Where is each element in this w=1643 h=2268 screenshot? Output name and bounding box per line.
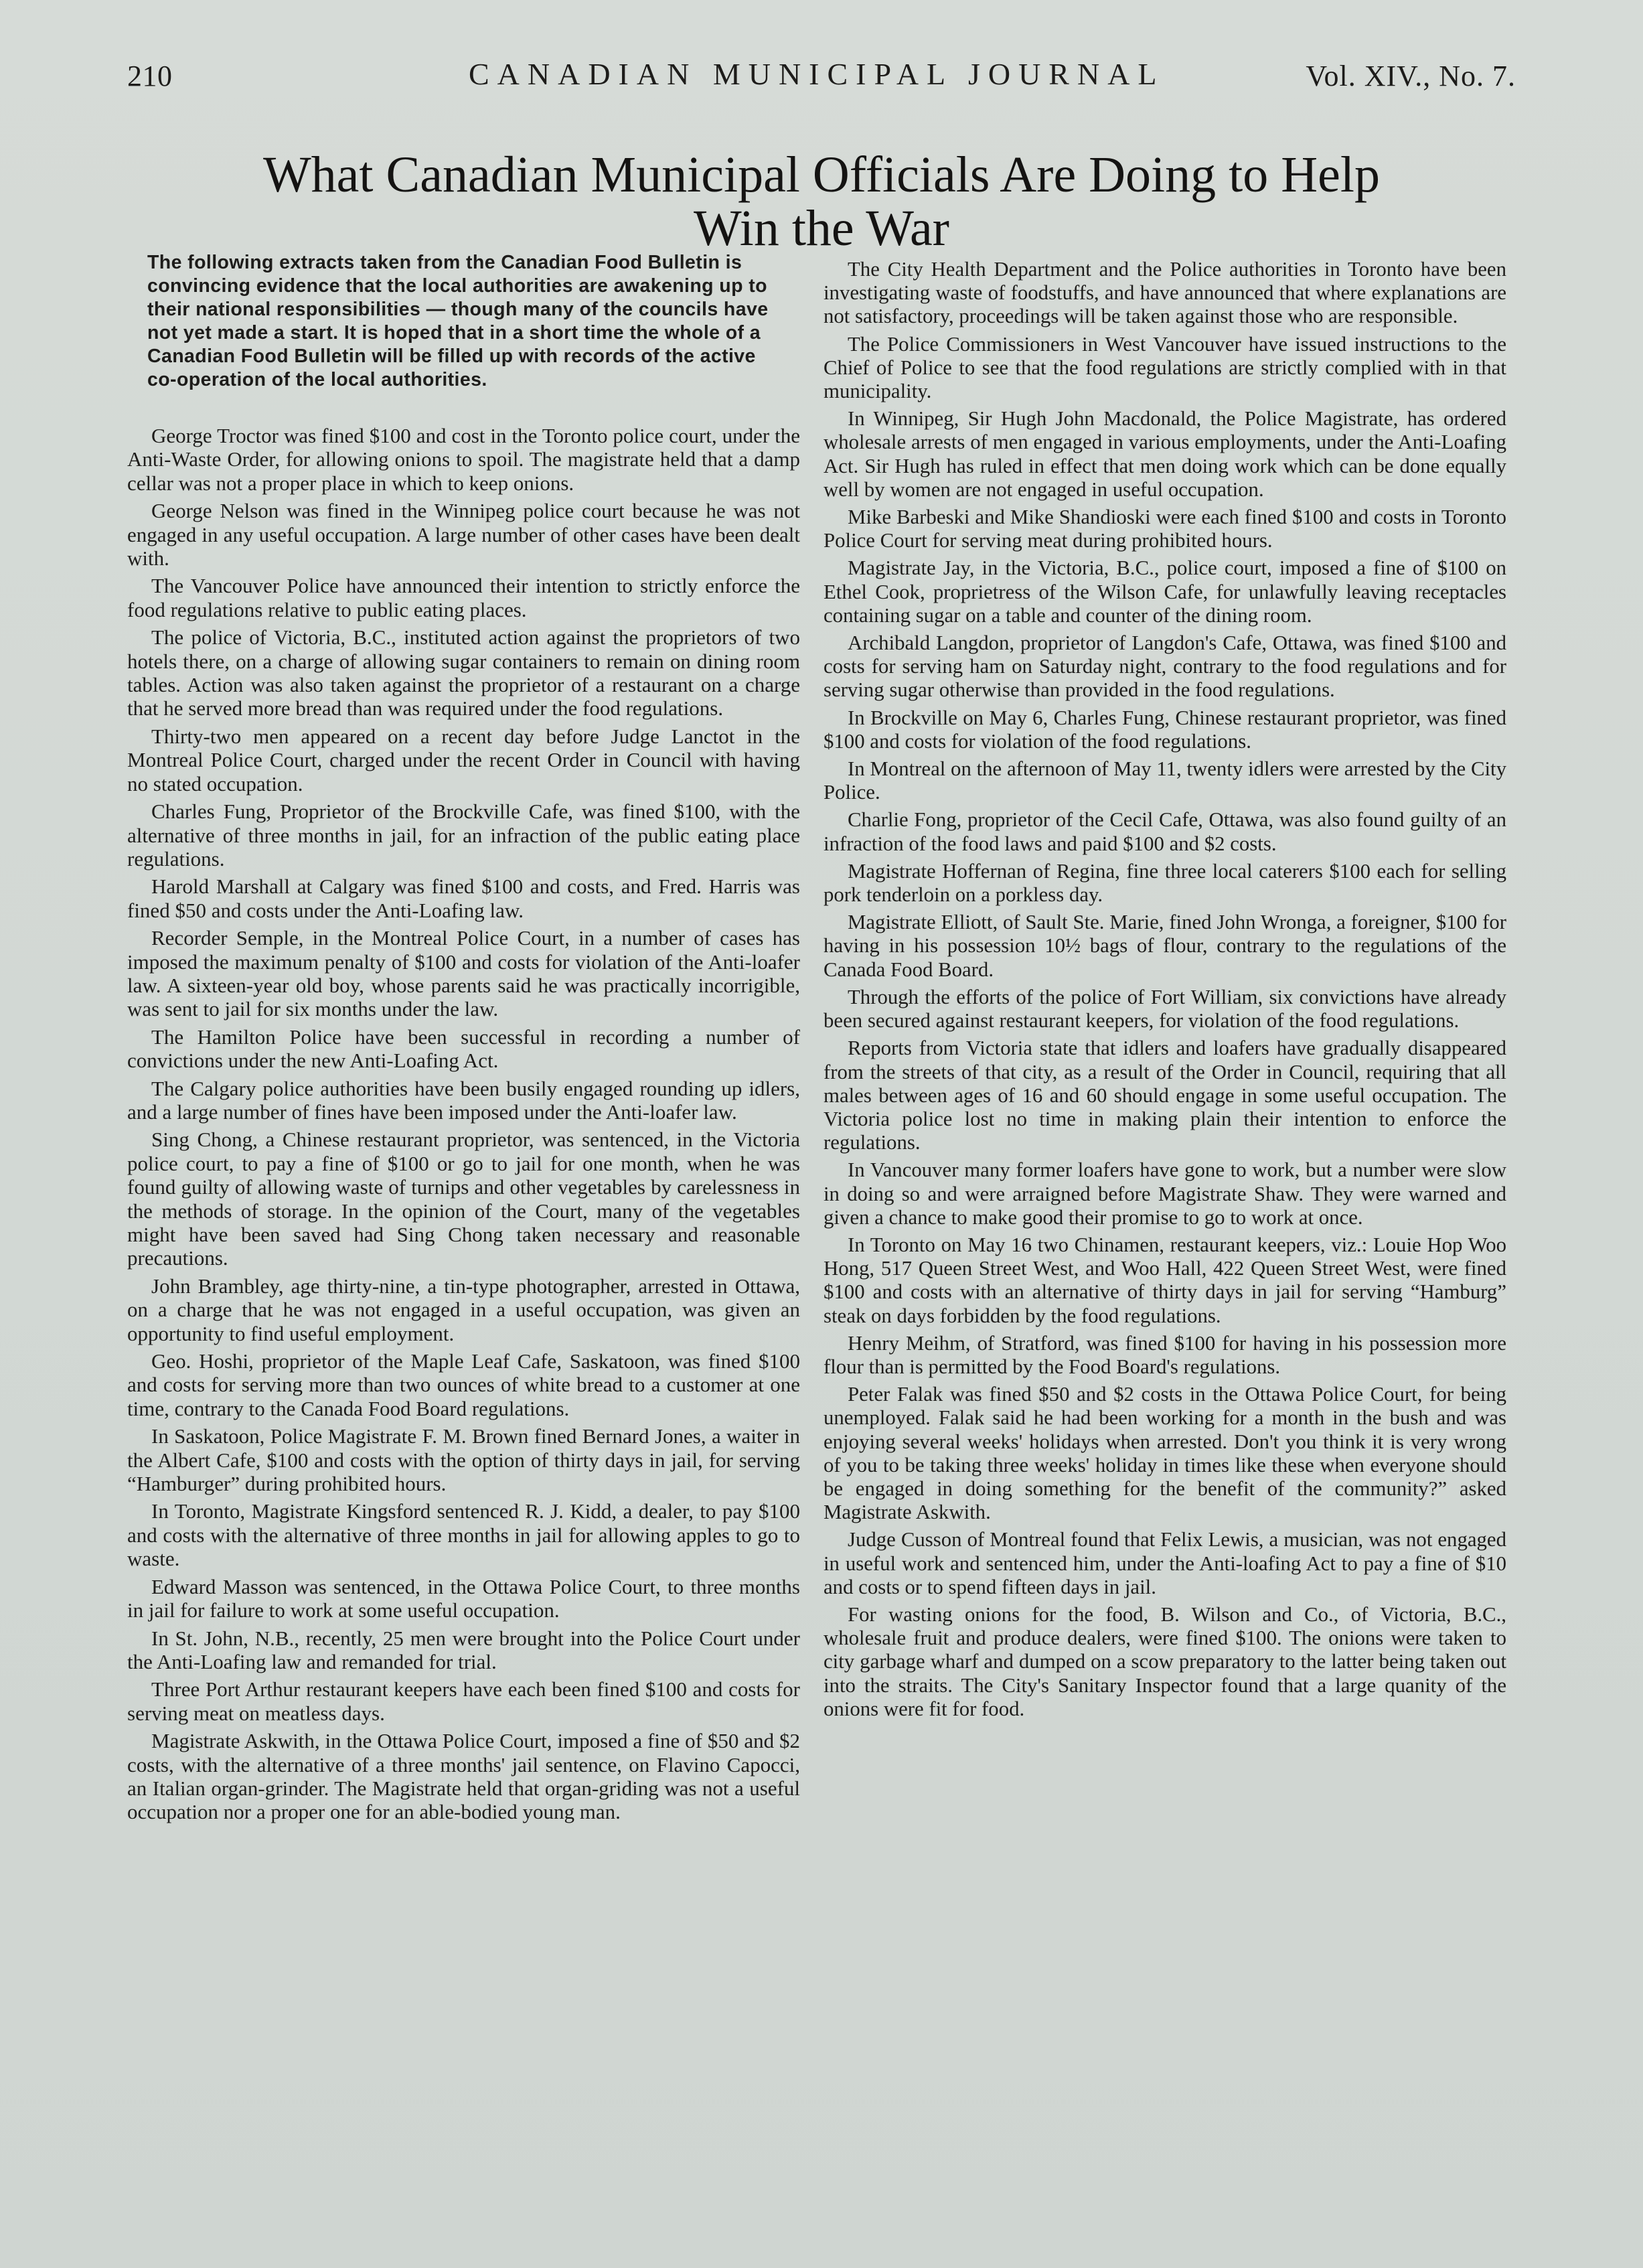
news-item: Magistrate Elliott, of Sault Ste. Marie, fined John Wronga, a foreigner, $100 for having in his possession 10½ bags of flour, contrary to the regulations of the Canada Food Board. (824, 911, 1506, 981)
news-item: In Saskatoon, Police Magistrate F. M. Brown fined Bernard Jones, a waiter in the Albert Cafe, $100 and costs with the option of thirty days in jail, for serving “Hamburger” during prohibited hours. (127, 1424, 800, 1496)
news-item: Edward Masson was sentenced, in the Ottawa Police Court, to three months in jail for failure to work at some useful occupation. (127, 1574, 800, 1622)
news-item: Peter Falak was fined $50 and $2 costs in the Ottawa Police Court, for being unemployed. Falak said he had been working for a month in the bush and was enjoying several weeks' holidays when arrested. Don't you think it is very wrong of you to be taking three weeks' holiday in times like these when everyone should be engaged in doing something for the benefit of the community?” asked Magistrate Askwith. (824, 1383, 1506, 1524)
headline-line-1: What Canadian Municipal Officials Are Doing to Help (262, 146, 1381, 203)
news-item: Magistrate Askwith, in the Ottawa Police Court, imposed a fine of $50 and $2 costs, with the alternative of a three months' jail sentence, on Flavino Capocci, an Italian organ-grinder. The Magistrate held that organ-griding was not a useful occupation nor a proper one for an able-bodied young man. (127, 1729, 800, 1824)
intro-paragraph: The following extracts taken from the Canadian Food Bulletin is convincing evidence that the local authorities are awakening up to their national responsibilities — though many of the councils have not yet made a start. It is hoped that in a short time the whole of a Canadian Food Bulletin will be filled up with records of the active co-operation of the local authorities. (147, 252, 769, 390)
news-item: Through the efforts of the police of Fort William, six convictions have already been secured against restaurant keepers, for violation of the food regulations. (824, 985, 1506, 1033)
news-item: Sing Chong, a Chinese restaurant proprietor, was sentenced, in the Victoria police court, to pay a fine of $100 or go to jail for one month, when he was found guilty of allowing waste of turnips and other vegetables by carelessness in the methods of storage. In the opinion of the Court, many of the vegetables might have been saved had Sing Chong taken necessary and reasonable precautions. (127, 1128, 800, 1270)
left-column (127, 251, 800, 1828)
headline-line-2: Win the War (694, 200, 949, 256)
news-item: George Troctor was fined $100 and cost in the Toronto police court, under the Anti-Waste Order, for allowing onions to spoil. The magistrate held that a damp cellar was not a proper place in which to keep onions. (127, 424, 800, 495)
news-item: Judge Cusson of Montreal found that Felix Lewis, a musician, was not engaged in useful work and sentenced him, under the Anti-loafing Act to pay a fine of $10 and costs or to spend fifteen days in jail. (824, 1528, 1506, 1598)
news-item: Magistrate Jay, in the Victoria, B.C., police court, imposed a fine of $100 on Ethel Cook, proprietress of the Wilson Cafe, for unlawfully leaving receptacles containing sugar on a table and counter of the dining room. (824, 556, 1506, 627)
article-headline (201, 148, 1442, 255)
news-item: In Toronto on May 16 two Chinamen, restaurant keepers, viz.: Louie Hop Woo Hong, 517 Queen Street West, and Woo Hall, 422 Queen Street West, were fined $100 and costs with an alternative of thirty days in jail for serving “Hamburg” steak on days forbidden by the food regulations. (824, 1233, 1506, 1327)
news-item: George Nelson was fined in the Winnipeg police court because he was not engaged in any useful occupation. A large number of other cases have been dealt with. (127, 499, 800, 571)
news-item: The police of Victoria, B.C., instituted action against the proprietors of two hotels there, on a charge of allowing sugar containers to remain on dining room tables. Action was also taken against the proprietor of a restaurant on a charge that he served more bread than was required under the food regulations. (127, 625, 800, 721)
news-item: Archibald Langdon, proprietor of Langdon's Cafe, Ottawa, was fined $100 and costs for serving ham on Saturday night, contrary to the food regulations and for serving sugar otherwise than provided in the food regulations. (824, 631, 1506, 702)
news-item: Mike Barbeski and Mike Shandioski were each fined $100 and costs in Toronto Police Court for serving meat during prohibited hours. (824, 506, 1506, 552)
news-item: John Brambley, age thirty-nine, a tin-type photographer, arrested in Ottawa, on a charge that he was not engaged in a useful occupation, was given an opportunity to find useful employment. (127, 1274, 800, 1345)
news-item: In Winnipeg, Sir Hugh John Macdonald, the Police Magistrate, has ordered wholesale arrests of men engaged in various employments, under the Anti-Loafing Act. Sir Hugh has ruled in effect that men doing work which can be done equally well by women are not engaged in useful occupation. (824, 407, 1506, 501)
news-item: In Vancouver many former loafers have gone to work, but a number were slow in doing so and were arraigned before Magistrate Shaw. They were warned and given a chance to make good their promise to go to work at once. (824, 1158, 1506, 1229)
news-item: Charlie Fong, proprietor of the Cecil Cafe, Ottawa, was also found guilty of an infraction of the food laws and paid $100 and $2 costs. (824, 808, 1506, 855)
page-number: 210 (127, 60, 173, 92)
news-item: Three Port Arthur restaurant keepers have each been fined $100 and costs for serving meat on meatless days. (127, 1677, 800, 1725)
news-item: Henry Meihm, of Stratford, was fined $100 for having in his possession more flour than is permitted by the Food Board's regulations. (824, 1331, 1506, 1378)
news-item: Reports from Victoria state that idlers and loafers have gradually disappeared from the streets of that city, as a result of the Order in Council, requiring that all males between ages of 16 and 60 should engage in some useful occupation. The Victoria police lost no time in making plain their intention to enforce the regulations. (824, 1037, 1506, 1154)
news-item: In St. John, N.B., recently, 25 men were brought into the Police Court under the Anti-Loafing law and remanded for trial. (127, 1626, 800, 1673)
news-item: In Brockville on May 6, Charles Fung, Chinese restaurant proprietor, was fined $100 and costs for violation of the food regulations. (824, 706, 1506, 753)
news-item: The City Health Department and the Police authorities in Toronto have been investigating waste of foodstuffs, and have announced that where explanations are not satisfactory, proceedings will be taken against those who are responsible. (824, 258, 1506, 328)
news-item: Thirty-two men appeared on a recent day before Judge Lanctot in the Montreal Police Court, charged under the recent Order in Council with having no stated occupation. (127, 724, 800, 796)
news-item: Recorder Semple, in the Montreal Police Court, in a number of cases has imposed the maximum penalty of $100 and costs for violation of the Anti-loafer law. A sixteen-year old boy, whose parents said he was practically incorrigible, was sent to jail for six months under the law. (127, 926, 800, 1021)
news-item: For wasting onions for the food, B. Wilson and Co., of Victoria, B.C., wholesale fruit and produce dealers, were fined $100. The onions were taken to city garbage wharf and dumped on a scow preparatory to the latter being taken out into the straits. The City's Sanitary Inspector found that a large quanity of the onions were fit for food. (824, 1602, 1506, 1720)
news-item: In Toronto, Magistrate Kingsford sentenced R. J. Kidd, a dealer, to pay $100 and costs with the alternative of three months in jail for allowing apples to go to waste. (127, 1499, 800, 1571)
news-item: In Montreal on the afternoon of May 11, twenty idlers were arrested by the City Police. (824, 757, 1506, 804)
news-item: Charles Fung, Proprietor of the Brockville Cafe, was fined $100, with the alternative of three months in jail, for an infraction of the public eating place regulations. (127, 800, 800, 871)
news-item: The Hamilton Police have been successful in recording a number of convictions under the new Anti-Loafing Act. (127, 1025, 800, 1073)
running-head (127, 52, 1516, 99)
journal-name: CANADIAN MUNICIPAL JOURNAL (469, 57, 1165, 91)
right-column (824, 258, 1506, 1725)
volume-issue: Vol. XIV., No. 7. (1306, 60, 1516, 92)
news-item: Magistrate Hoffernan of Regina, fine three local caterers $100 each for selling pork tenderloin on a porkless day. (824, 859, 1506, 907)
news-item: Harold Marshall at Calgary was fined $100 and costs, and Fred. Harris was fined $50 and costs under the Anti-Loafing law. (127, 875, 800, 922)
news-item: The Vancouver Police have announced their intention to strictly enforce the food regulations relative to public eating places. (127, 574, 800, 621)
news-item: The Police Commissioners in West Vancouver have issued instructions to the Chief of Police to see that the food regulations are strictly complied with in that municipality. (824, 332, 1506, 403)
news-item: The Calgary police authorities have been busily engaged rounding up idlers, and a large number of fines have been imposed under the Anti-loafer law. (127, 1076, 800, 1124)
news-item: Geo. Hoshi, proprietor of the Maple Leaf Cafe, Saskatoon, was fined $100 and costs for serving more than two ounces of white bread to a customer at one time, contrary to the Canada Food Board regulations. (127, 1349, 800, 1420)
